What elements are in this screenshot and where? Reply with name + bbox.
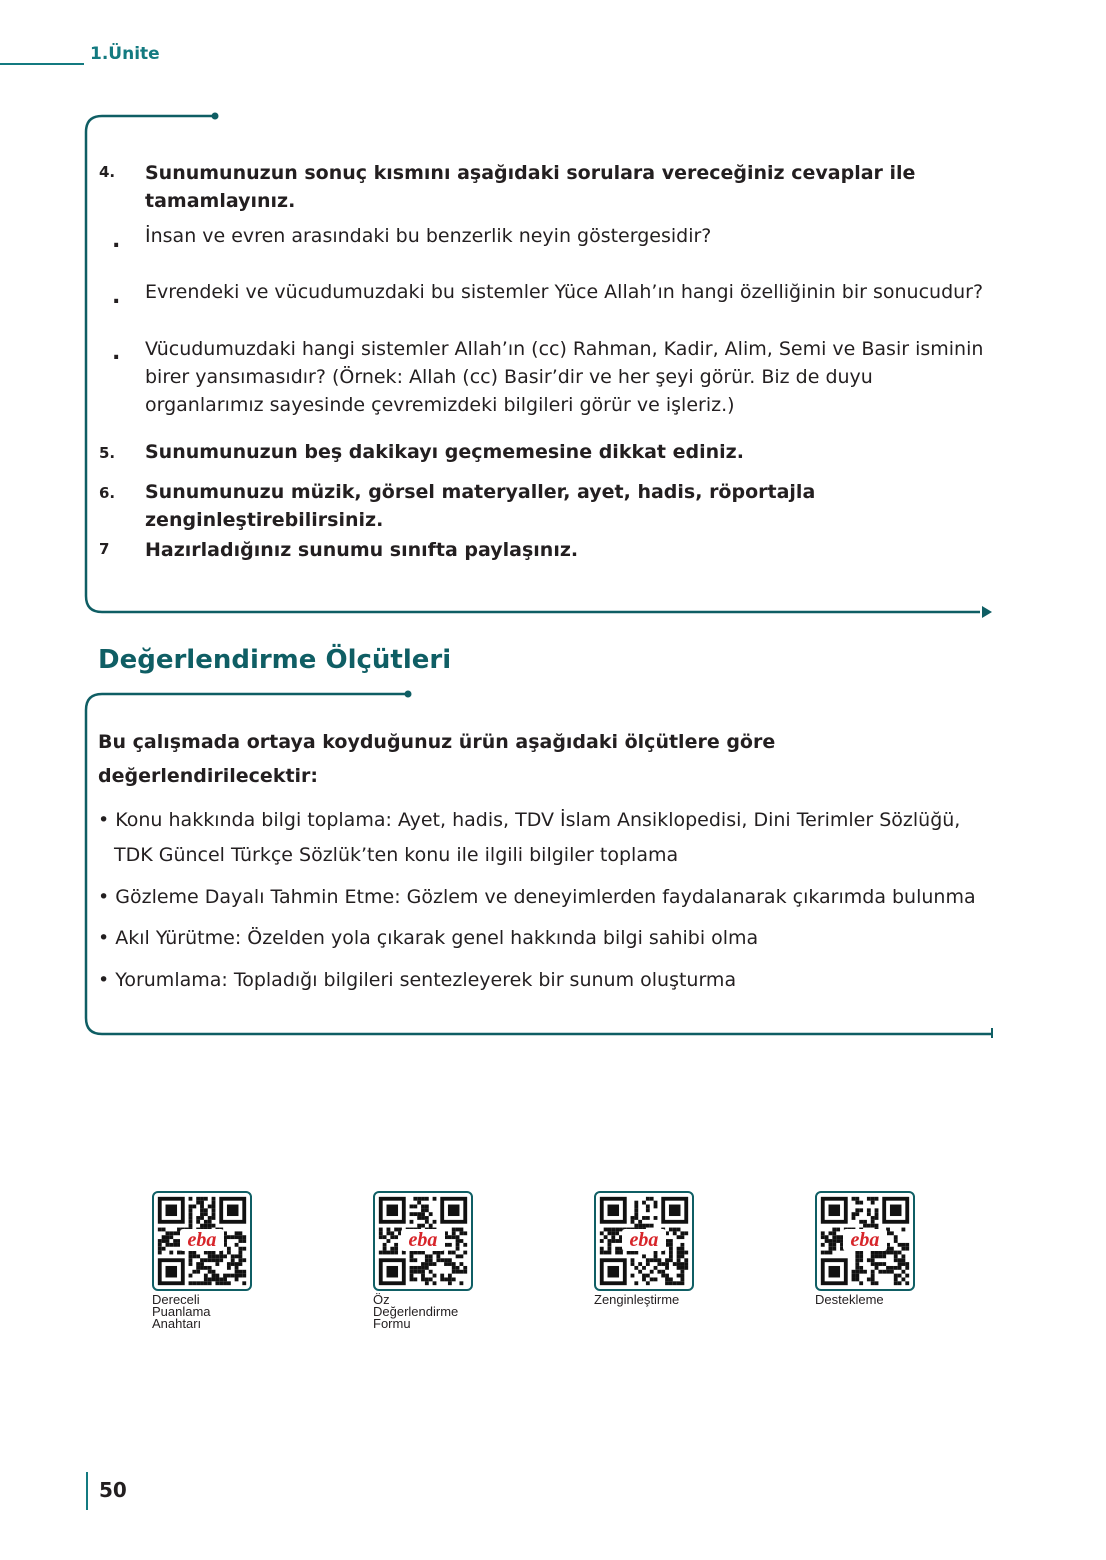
qr-label-line: Destekleme [815,1292,884,1307]
criteria-intro: değerlendirilecektir: [98,765,319,787]
qr-code-zenginlestirme[interactable] [594,1191,694,1291]
step-text: Sunumunuzu müzik, görsel materyaller, ayet, hadis, röportajla zenginleştirebilirsiniz. [145,481,816,531]
question-item: Vücudumuzdaki hangi sistemler Allah’ın (cc) Rahman, Kadir, Alim, Semi ve Basir isminin birer yansımasıdır? (Örnek: Allah (cc) Basir’dir ve her şeyi görür. Biz de duyu organlarımız sayesinde çevremizdeki bilgileri görür ve işleriz.) [145,338,984,416]
step-text: Sunumunuzun beş dakikayı geçmemesine dikkat ediniz. [145,441,744,463]
eba-logo-icon: eba [401,1229,445,1251]
step-number: 4. [99,163,116,181]
qr-label-line: Anahtarı [152,1316,202,1331]
eba-logo-icon: eba [622,1229,666,1251]
qr-code-dereceli[interactable] [152,1191,252,1291]
criteria-item: • Konu hakkında bilgi toplama: Ayet, hadis, TDV İslam Ansiklopedisi, Dini Terimler Sözlüğü, [98,809,961,831]
qr-label [373,1294,483,1330]
criteria-item: • Yorumlama: Topladığı bilgileri sentezleyerek bir sunum oluşturma [98,969,737,991]
unit-label: 1.Ünite [90,44,160,64]
bullet: . [112,340,121,365]
page-number: 50 [99,1478,127,1502]
section-title: Değerlendirme Ölçütleri [98,645,452,675]
qr-label-line: Formu [373,1316,411,1331]
qr-label-line: Değerlendirme [373,1304,459,1319]
step-number: 5. [99,444,116,462]
criteria-item: • Akıl Yürütme: Özelden yola çıkarak genel hakkında bilgi sahibi olma [98,927,759,949]
page-number-bar [86,1472,88,1510]
bullet: . [112,228,121,253]
qr-label [815,1294,925,1306]
criteria-item: • Gözleme Dayalı Tahmin Etme: Gözlem ve deneyimlerden faydalanarak çıkarımda bulunma [98,886,976,908]
step-number: 7 [99,540,110,558]
step-number: 6. [99,484,116,502]
eba-logo-icon: eba [843,1229,887,1251]
qr-label-line: Öz [373,1292,390,1307]
header-rule [0,63,84,65]
qr-label-line: Dereceli [152,1292,200,1307]
step-text: Sunumunuzun sonuç kısmını aşağıdaki sorulara vereceğiniz cevaplar ile tamamlayınız. [145,162,916,212]
qr-label-line: Zenginleştirme [594,1292,680,1307]
qr-label [152,1294,262,1330]
bullet: . [112,284,121,309]
question-item: İnsan ve evren arasındaki bu benzerlik neyin göstergesidir? [145,225,712,247]
qr-label-line: Puanlama [152,1304,211,1319]
qr-label [594,1294,704,1306]
step-text: Hazırladığınız sunumu sınıfta paylaşınız. [145,539,579,561]
eba-logo-icon: eba [180,1229,224,1251]
qr-code-oz-degerlendirme[interactable] [373,1191,473,1291]
criteria-intro: Bu çalışmada ortaya koyduğunuz ürün aşağıdaki ölçütlere göre [98,731,776,753]
criteria-item-continuation: TDK Güncel Türkçe Sözlük’ten konu ile ilgili bilgiler toplama [114,844,679,866]
qr-code-destekleme[interactable] [815,1191,915,1291]
question-item: Evrendeki ve vücudumuzdaki bu sistemler Yüce Allah’ın hangi özelliğinin bir sonucudur? [145,281,984,303]
